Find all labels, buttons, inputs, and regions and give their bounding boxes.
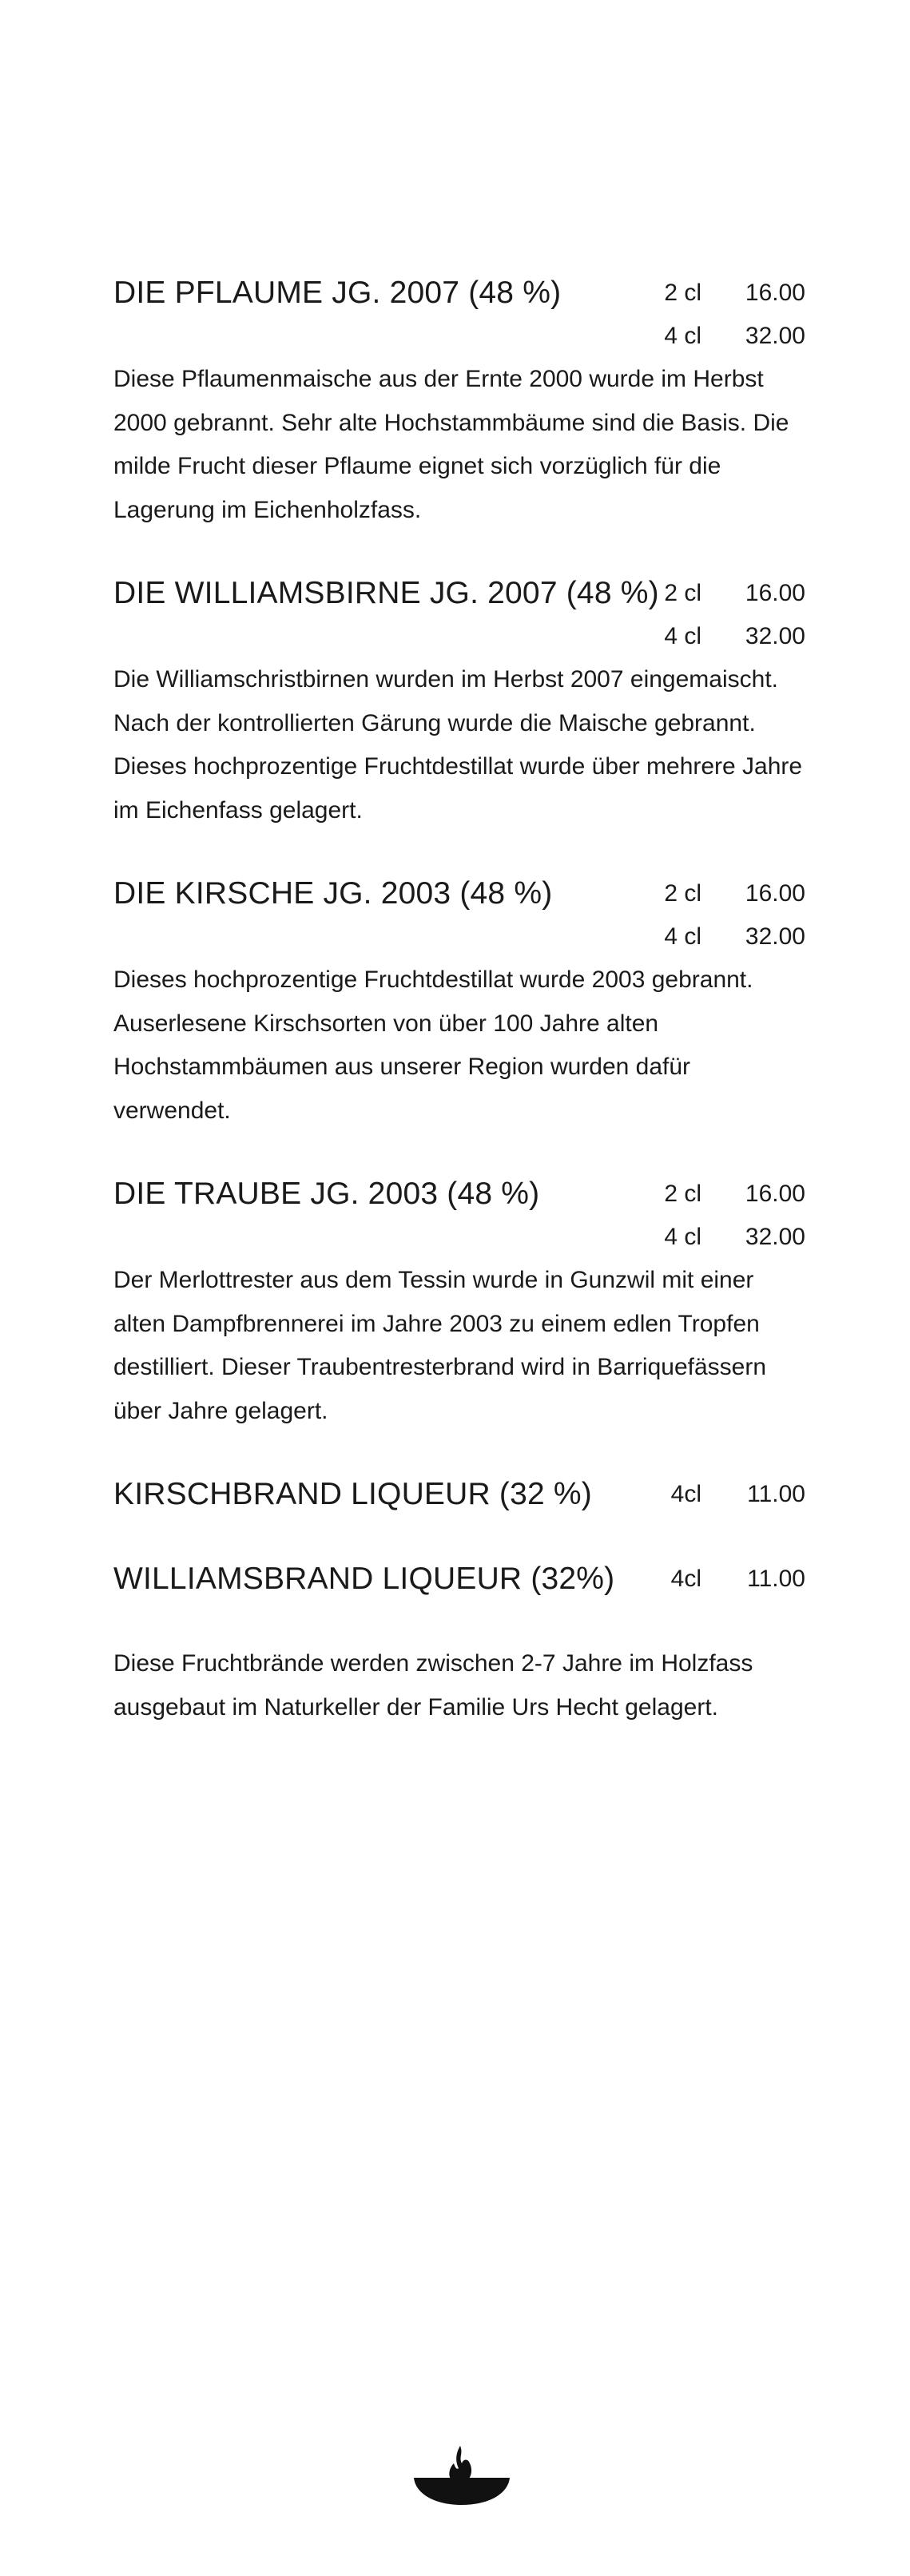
item-title: DIE WILLIAMSBIRNE JG. 2007 (48 %) [113, 576, 659, 610]
item-description: Die Williamschristbirnen wurden im Herbst 2007 eingemaischt. Nach der kontrollierten Gärung wurde die Maische gebrannt. Dieses hochprozentige Fruchtdestillat wurde über mehrere Jahre im Eichenfass gelagert. [113, 666, 803, 824]
item-price-row [113, 315, 805, 358]
menu-item-williamsbrand-liqueur [113, 1558, 805, 1601]
item-header-row [113, 1473, 805, 1516]
item-size: 2 cl [664, 880, 701, 907]
item-price: 11.00 [747, 1481, 805, 1507]
item-price-row [113, 1216, 805, 1259]
item-size: 2 cl [664, 580, 701, 606]
item-size: 4 cl [664, 623, 701, 649]
menu-item-traube [113, 1173, 805, 1433]
item-size: 4cl [670, 1481, 701, 1507]
item-title: KIRSCHBRAND LIQUEUR (32 %) [113, 1477, 592, 1511]
flame-bowl-icon [411, 2443, 513, 2508]
item-title: WILLIAMSBRAND LIQUEUR (32%) [113, 1562, 615, 1596]
footer-note: Diese Fruchtbrände werden zwischen 2-7 Jahre im Holzfass ausgebaut im Naturkeller der Familie Urs Hecht gelagert. [113, 1650, 753, 1721]
menu-item-kirsche [113, 872, 805, 1133]
item-price: 16.00 [745, 880, 805, 907]
item-header-row [113, 1558, 805, 1601]
item-header-row [113, 272, 805, 315]
item-price: 32.00 [745, 923, 805, 950]
item-title: DIE KIRSCHE JG. 2003 (48 %) [113, 876, 553, 911]
item-price: 11.00 [747, 1566, 805, 1592]
menu-item-williamsbirne [113, 572, 805, 832]
item-header-row [113, 872, 805, 915]
item-price: 32.00 [745, 623, 805, 649]
item-description: Diese Pflaumenmaische aus der Ernte 2000 wurde im Herbst 2000 gebrannt. Sehr alte Hochstammbäume sind die Basis. Die milde Frucht dieser Pflaume eignet sich vorzüglich für die Lagerung im Eichenholzfass. [113, 366, 789, 523]
menu-item-pflaume [113, 272, 805, 532]
item-price: 16.00 [745, 280, 805, 306]
item-price: 16.00 [745, 1181, 805, 1207]
item-price-row [113, 615, 805, 658]
item-title: DIE TRAUBE JG. 2003 (48 %) [113, 1177, 540, 1211]
item-price-row [113, 915, 805, 959]
item-size: 4 cl [664, 1224, 701, 1250]
item-size: 2 cl [664, 1181, 701, 1207]
item-price: 32.00 [745, 1224, 805, 1250]
item-size: 4cl [670, 1566, 701, 1592]
menu-item-kirschbrand-liqueur [113, 1473, 805, 1516]
item-title: DIE PFLAUME JG. 2007 (48 %) [113, 276, 562, 310]
item-price: 32.00 [745, 323, 805, 349]
item-description: Dieses hochprozentige Fruchtdestillat wurde 2003 gebrannt. Auserlesene Kirschsorten von über 100 Jahre alten Hochstammbäumen aus unserer Region wurden dafür verwendet. [113, 966, 753, 1124]
item-header-row [113, 572, 805, 615]
item-size: 4 cl [664, 923, 701, 950]
menu-page [113, 272, 805, 1729]
item-size: 4 cl [664, 323, 701, 349]
item-description: Der Merlottrester aus dem Tessin wurde in Gunzwil mit einer alten Dampfbrennerei im Jahre 2003 zu einem edlen Tropfen destilliert. Dieser Traubentresterbrand wird in Barriquefässern über Jahre gelagert. [113, 1267, 767, 1424]
item-size: 2 cl [664, 280, 701, 306]
item-header-row [113, 1173, 805, 1216]
item-price: 16.00 [745, 580, 805, 606]
